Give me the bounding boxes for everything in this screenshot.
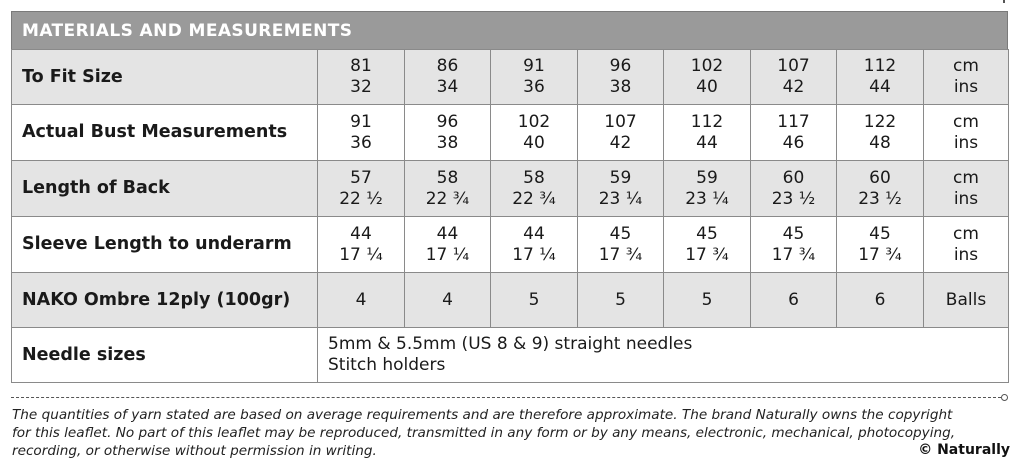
cell-value: 40 (696, 77, 718, 97)
cell-value: 36 (350, 132, 372, 153)
cell-value: 122 (863, 111, 897, 132)
unit-value: ins (953, 77, 979, 97)
cell-value: 107 (604, 111, 637, 132)
size-cell (837, 105, 924, 161)
cell-value: 23 ¼ (598, 188, 643, 209)
cell-value: 102 (690, 56, 724, 76)
size-cell (491, 161, 578, 217)
cell-value: 34 (436, 77, 459, 97)
size-cell (318, 161, 405, 217)
disclaimer-line: The quantities of yarn stated are based on average requirements and are therefore approximate. The brand Naturally owns the copyright (12, 407, 953, 423)
size-cell (664, 50, 751, 105)
cell-value: 45 (869, 223, 891, 244)
size-cell (491, 50, 578, 105)
size-cell (578, 217, 664, 273)
section-header: MATERIALS AND MEASUREMENTS (11, 11, 1008, 49)
cell-value: 44 (523, 223, 545, 244)
cell-value: 17 ¾ (771, 244, 816, 265)
size-cell (578, 105, 664, 161)
measurements-table (11, 49, 1009, 383)
unit-value: cm (953, 111, 979, 132)
size-cell (664, 161, 751, 217)
size-cell (405, 273, 491, 328)
size-cell (318, 273, 405, 328)
needle-details (318, 328, 1009, 383)
cell-value: 45 (782, 223, 805, 244)
cell-value: 17 ¼ (339, 244, 383, 265)
cell-value: 48 (869, 132, 891, 153)
cell-value: 59 (609, 167, 632, 188)
cell-value: 60 (782, 167, 805, 188)
cell-value: 38 (609, 77, 632, 97)
size-cell (578, 161, 664, 217)
size-cell (837, 273, 924, 328)
size-cell (318, 105, 405, 161)
size-cell (837, 161, 924, 217)
cell-value: 42 (609, 132, 632, 153)
size-cell (751, 217, 837, 273)
copyright-notice: © Naturally (918, 442, 1010, 458)
size-cell (837, 217, 924, 273)
cell-value: 58 (523, 167, 545, 188)
cell-value: 5 (701, 289, 713, 310)
cell-value: 58 (436, 167, 459, 188)
cell-value: 4 (355, 289, 367, 310)
size-cell (318, 217, 405, 273)
divider-end-mark (1001, 394, 1008, 401)
size-cell (837, 50, 924, 105)
cell-value: 86 (436, 56, 459, 76)
cell-value: 44 (696, 132, 718, 153)
cell-value: 17 ¾ (858, 244, 902, 265)
unit-cell (924, 217, 1009, 273)
cell-value: 96 (436, 111, 459, 132)
table-row (12, 50, 1009, 105)
corner-mark (1003, 0, 1005, 3)
cell-value: 40 (523, 132, 545, 153)
unit-cell (924, 50, 1009, 105)
disclaimer-text (12, 406, 1012, 460)
cell-value: 45 (696, 223, 718, 244)
size-cell (405, 161, 491, 217)
size-cell (405, 105, 491, 161)
cell-value: 6 (874, 289, 886, 310)
unit-value: ins (953, 244, 979, 265)
unit-cell (924, 161, 1009, 217)
size-cell (491, 105, 578, 161)
size-cell (664, 273, 751, 328)
size-cell (664, 105, 751, 161)
disclaimer-line: for this leaflet. No part of this leaflet may be reproduced, transmitted in any form or by any means, electronic, mechanical, photocopying, (12, 425, 956, 441)
row-label: Needle sizes (12, 328, 318, 383)
size-cell (405, 50, 491, 105)
cell-value: 17 ¼ (425, 244, 470, 265)
cell-value: 112 (690, 111, 724, 132)
size-cell (751, 273, 837, 328)
size-cell (751, 161, 837, 217)
row-label: To Fit Size (12, 50, 318, 105)
cell-value: 17 ¾ (598, 244, 643, 265)
cell-value: 23 ½ (858, 188, 902, 209)
size-cell (751, 105, 837, 161)
size-cell (751, 50, 837, 105)
size-cell (664, 217, 751, 273)
cell-value: 60 (869, 167, 891, 188)
cell-value: 44 (436, 223, 459, 244)
size-cell (491, 273, 578, 328)
cell-value: 17 ¾ (685, 244, 729, 265)
table-row (12, 105, 1009, 161)
size-cell (405, 217, 491, 273)
table-row (12, 273, 1009, 328)
unit-cell (924, 273, 1009, 328)
size-cell (578, 273, 664, 328)
cell-value: 23 ½ (771, 188, 816, 209)
cell-value: 22 ¾ (425, 188, 470, 209)
cell-value: 44 (350, 223, 372, 244)
cell-value: 45 (609, 223, 632, 244)
size-cell (318, 50, 405, 105)
cell-value: 5 (528, 289, 540, 310)
needle-row (12, 328, 1009, 383)
cell-value: 32 (350, 77, 372, 97)
unit-cell (924, 105, 1009, 161)
unit-value: cm (953, 167, 979, 188)
cell-value: 6 (788, 289, 799, 310)
unit-value: ins (953, 188, 979, 209)
cell-value: 57 (350, 167, 372, 188)
cell-value: 102 (517, 111, 551, 132)
disclaimer-line: recording, or otherwise without permission in writing. (12, 443, 377, 459)
cell-value: 81 (350, 56, 372, 76)
cell-value: 42 (782, 77, 805, 97)
cell-value: 91 (350, 111, 372, 132)
cell-value: 112 (863, 56, 897, 76)
size-cell (491, 217, 578, 273)
unit-value: cm (953, 56, 979, 76)
cell-value: 96 (609, 56, 632, 76)
cell-value: 38 (436, 132, 459, 153)
unit-value: cm (953, 223, 979, 244)
cell-value: 22 ½ (339, 188, 383, 209)
cell-value: 22 ¾ (512, 188, 556, 209)
table-row (12, 217, 1009, 273)
dashed-divider (11, 397, 1001, 398)
materials-table-panel (11, 11, 1008, 383)
cell-value: 23 ¼ (685, 188, 729, 209)
cell-value: 36 (523, 77, 545, 97)
cell-value: 5 (615, 289, 626, 310)
cell-value: 46 (782, 132, 805, 153)
unit-value: Balls (945, 289, 987, 310)
cell-value: 117 (777, 111, 810, 132)
cell-value: 59 (696, 167, 718, 188)
row-label: Length of Back (12, 161, 318, 217)
unit-value: ins (953, 132, 979, 153)
cell-value: 17 ¼ (512, 244, 556, 265)
needle-line: Stitch holders (328, 355, 446, 375)
cell-value: 91 (523, 56, 545, 76)
cell-value: 44 (869, 77, 891, 97)
row-label: Actual Bust Measurements (12, 105, 318, 161)
row-label: NAKO Ombre 12ply (100gr) (12, 273, 318, 328)
cell-value: 4 (442, 289, 453, 310)
size-cell (578, 50, 664, 105)
table-row (12, 161, 1009, 217)
needle-line: 5mm & 5.5mm (US 8 & 9) straight needles (328, 334, 693, 354)
row-label: Sleeve Length to underarm (12, 217, 318, 273)
cell-value: 107 (777, 56, 810, 76)
